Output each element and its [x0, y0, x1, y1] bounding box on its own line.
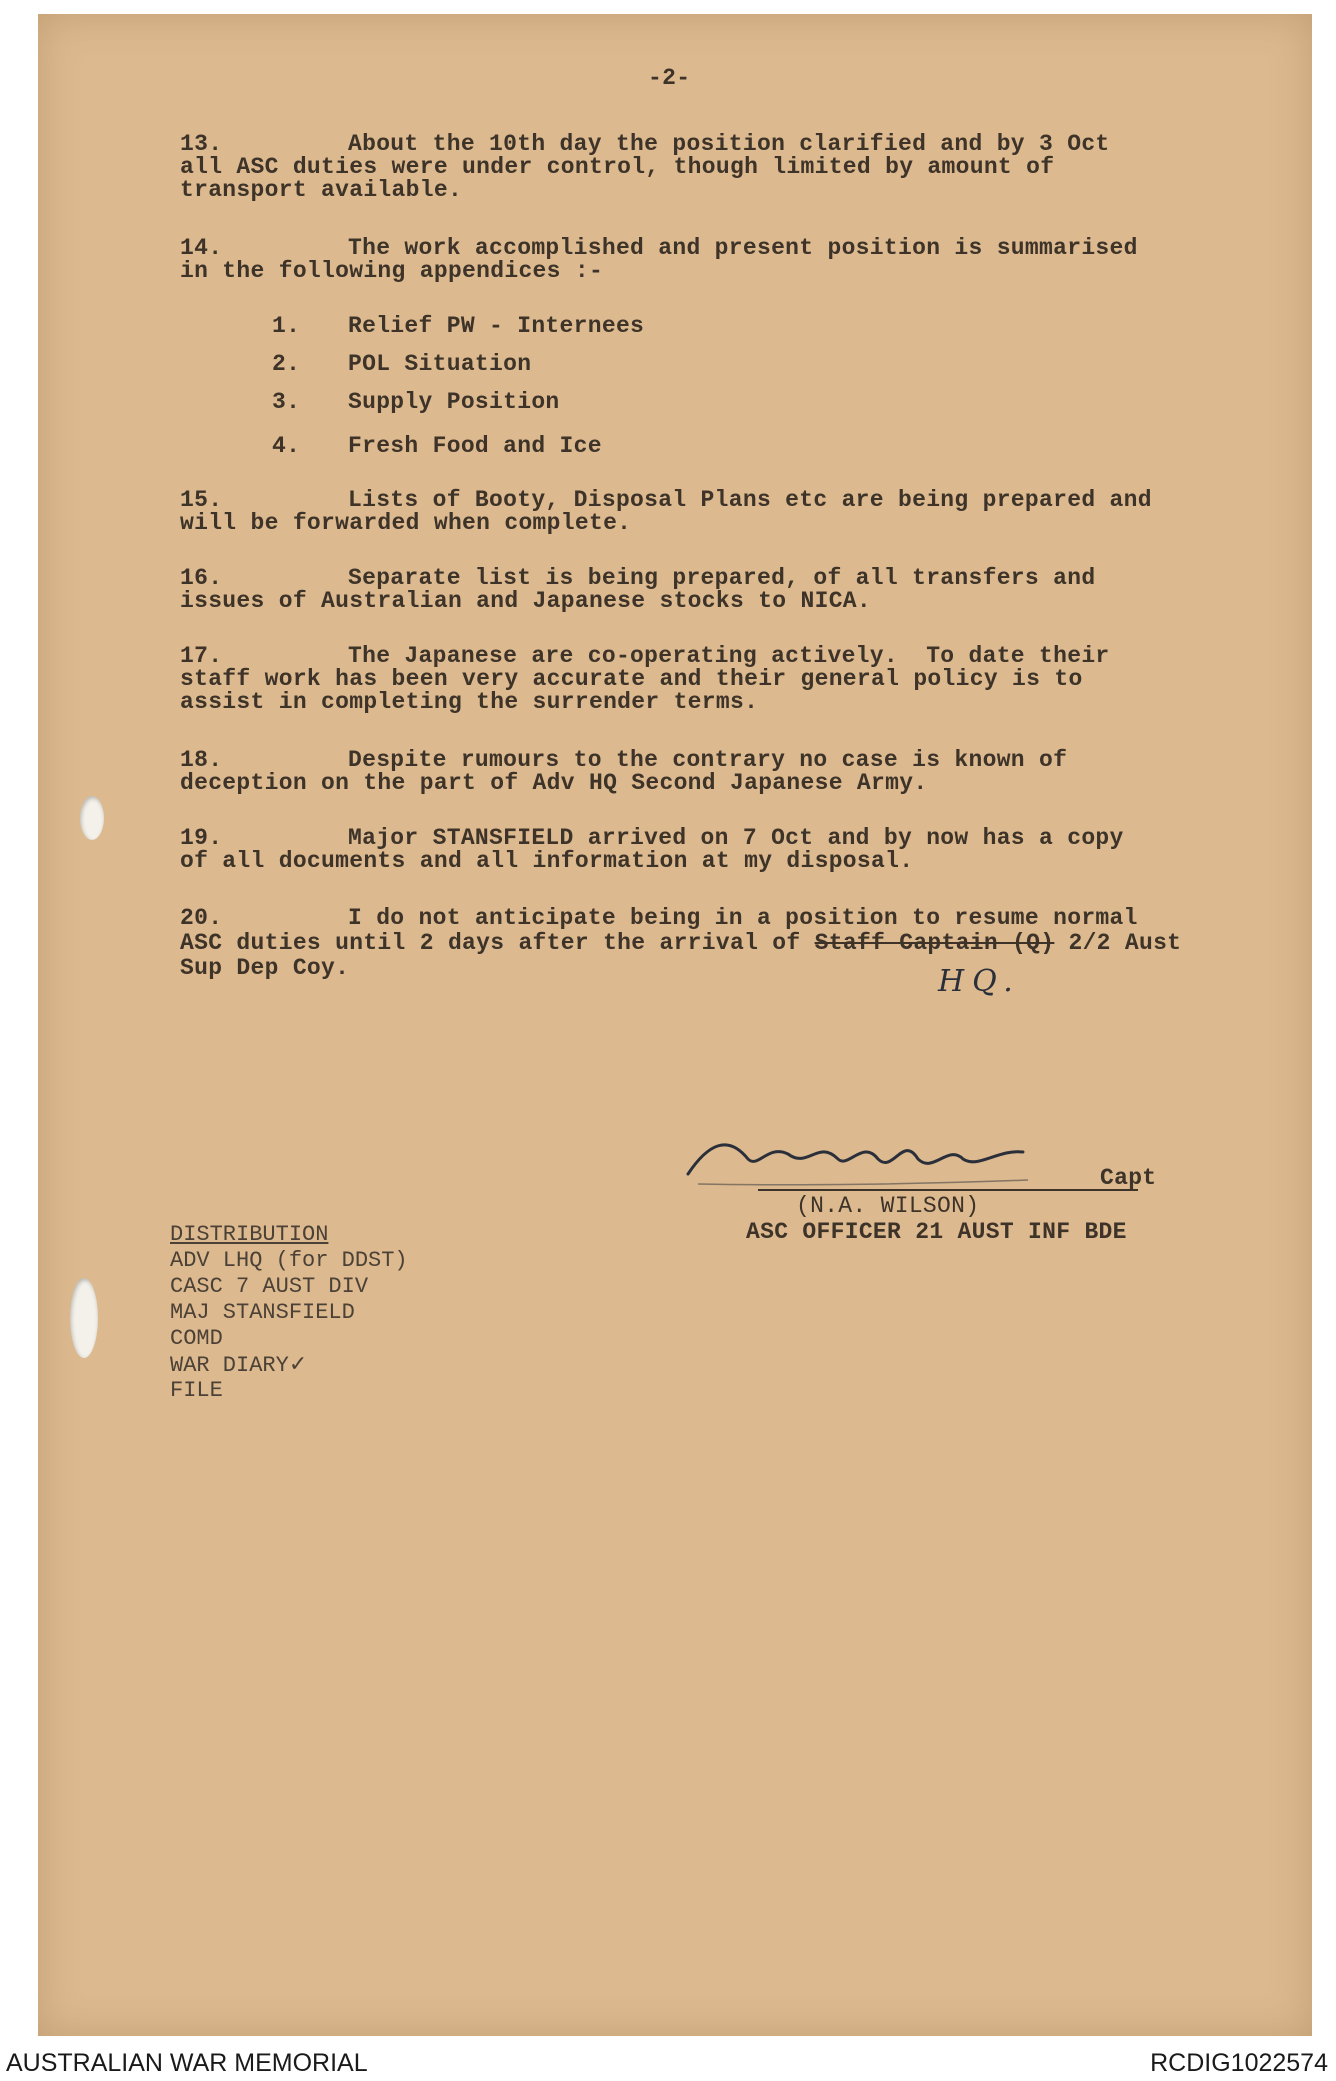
para-17-line-3: assist in completing the surrender terms.: [180, 689, 759, 715]
para-20-line-2: [180, 931, 1181, 956]
para-15-number: 15.: [180, 487, 223, 513]
distribution-item: COMD: [170, 1326, 223, 1351]
para-20-line-2-text: ASC duties until 2 days after the arrival of: [180, 930, 815, 956]
appendix-2-text: POL Situation: [348, 351, 532, 377]
para-19-number: 19.: [180, 825, 223, 851]
appendix-3-number: 3.: [272, 389, 301, 415]
para-18-line-2: deception on the part of Adv HQ Second Japanese Army.: [180, 770, 928, 796]
para-20-number: 20.: [180, 905, 223, 931]
para-17-number: 17.: [180, 643, 223, 669]
para-13-line-1: About the 10th day the position clarified and by 3 Oct: [348, 131, 1110, 157]
appendix-3-text: Supply Position: [348, 389, 560, 415]
handwritten-correction: HQ.: [938, 964, 1021, 999]
para-15-line-1: Lists of Booty, Disposal Plans etc are being prepared and: [348, 487, 1152, 513]
struck-text: Staff Captain (Q): [814, 930, 1055, 956]
distribution-item: ADV LHQ (for DDST): [170, 1248, 408, 1273]
signature-icon: [678, 1114, 1038, 1194]
para-13-line-2: all ASC duties were under control, though limited by amount of: [180, 154, 1055, 180]
para-14-line-1: The work accomplished and present position is summarised: [348, 235, 1138, 261]
para-19-line-2: of all documents and all information at my disposal.: [180, 848, 914, 874]
para-20-line-3: Sup Dep Coy.: [180, 955, 350, 981]
para-17-line-1: The Japanese are co-operating actively. To date their: [348, 643, 1110, 669]
footer-right: RCDIG1022574: [1150, 2049, 1328, 2077]
para-18-line-1: Despite rumours to the contrary no case is known of: [348, 747, 1068, 773]
para-18-number: 18.: [180, 747, 223, 773]
appendix-1-number: 1.: [272, 313, 301, 339]
punch-hole-top: [80, 796, 104, 840]
footer-left: AUSTRALIAN WAR MEMORIAL: [6, 2049, 368, 2077]
para-20-line-2-tail: 2/2 Aust: [1054, 930, 1182, 956]
signature-rank: Capt: [1100, 1165, 1157, 1191]
signature-name: (N.A. WILSON): [796, 1193, 980, 1219]
para-15-line-2: will be forwarded when complete.: [180, 510, 632, 536]
distribution-item: WAR DIARY: [170, 1353, 289, 1378]
para-16-number: 16.: [180, 565, 223, 591]
distribution-item: CASC 7 AUST DIV: [170, 1274, 369, 1299]
signature-line: [758, 1189, 1138, 1191]
appendix-2-number: 2.: [272, 351, 301, 377]
para-20-line-1: I do not anticipate being in a position to resume normal: [348, 905, 1138, 931]
para-19-line-1: Major STANSFIELD arrived on 7 Oct and by now has a copy: [348, 825, 1124, 851]
para-13-line-3: transport available.: [180, 177, 463, 203]
para-13-number: 13.: [180, 131, 223, 157]
punch-hole-bottom: [70, 1278, 98, 1358]
distribution-heading: DISTRIBUTION: [170, 1222, 329, 1247]
appendix-1-text: Relief PW - Internees: [348, 313, 645, 339]
distribution-item: FILE: [170, 1378, 223, 1403]
tick-mark-icon: ✓: [288, 1352, 308, 1377]
para-14-line-2: in the following appendices :-: [180, 258, 604, 284]
distribution-item-war-diary: [170, 1352, 307, 1379]
para-17-line-2: staff work has been very accurate and their general policy is to: [180, 666, 1083, 692]
signature-title: ASC OFFICER 21 AUST INF BDE: [746, 1219, 1127, 1245]
para-16-line-1: Separate list is being prepared, of all transfers and: [348, 565, 1096, 591]
appendix-4-text: Fresh Food and Ice: [348, 433, 602, 459]
document-page: [38, 14, 1312, 2036]
distribution-item: MAJ STANSFIELD: [170, 1300, 355, 1325]
para-16-line-2: issues of Australian and Japanese stocks to NICA.: [180, 588, 872, 614]
appendix-4-number: 4.: [272, 433, 301, 459]
para-14-number: 14.: [180, 235, 223, 261]
page-number: -2-: [648, 65, 691, 91]
